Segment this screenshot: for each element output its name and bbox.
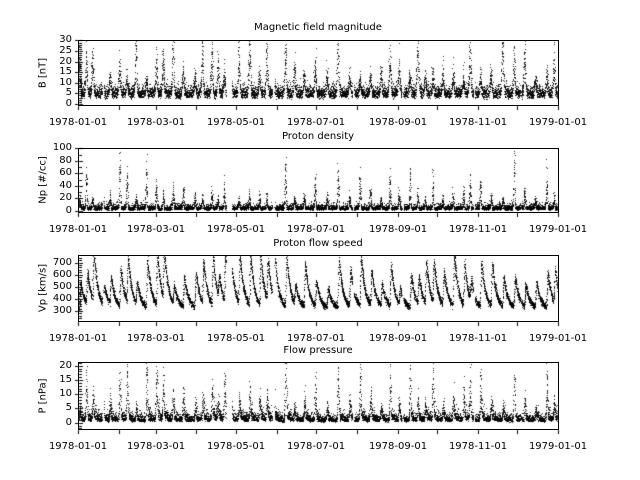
y-tick-label: 60 xyxy=(59,167,72,178)
x-tick-label: 1978-05-01 xyxy=(206,441,266,452)
x-tick-label: 1978-07-01 xyxy=(286,224,346,235)
panel-title-proton-flow-speed: Proton flow speed xyxy=(273,238,363,249)
x-tick-label: 1978-01-01 xyxy=(48,441,108,452)
y-axis-label-p: P [nPa] xyxy=(37,378,49,414)
panel-box-proton-density xyxy=(78,148,559,213)
y-tick-label: 10 xyxy=(59,388,72,399)
x-tick-label: 1978-11-01 xyxy=(448,224,508,235)
panel-title-flow-pressure: Flow pressure xyxy=(283,345,353,356)
panel-title-proton-density: Proton density xyxy=(281,131,355,142)
x-tick-label: 1978-05-01 xyxy=(206,333,266,344)
y-axis-label-np: Np [#/cc] xyxy=(37,156,49,204)
x-tick-label: 1978-11-01 xyxy=(448,441,508,452)
y-axis-label-b: B [nT] xyxy=(37,57,49,89)
x-tick-label: 1978-09-01 xyxy=(368,333,428,344)
x-tick-label: 1978-11-01 xyxy=(448,117,508,128)
y-tick-label: 700 xyxy=(52,257,72,268)
panel-box-proton-flow-speed xyxy=(78,255,559,322)
x-tick-label: 1978-11-01 xyxy=(448,333,508,344)
x-tick-label: 1979-01-01 xyxy=(528,333,588,344)
x-tick-label: 1978-03-01 xyxy=(126,117,186,128)
y-tick-label: 0 xyxy=(65,98,72,109)
x-tick-label: 1978-07-01 xyxy=(286,333,346,344)
y-tick-label: 40 xyxy=(59,180,72,191)
x-tick-label: 1978-01-01 xyxy=(48,333,108,344)
x-tick-label: 1978-09-01 xyxy=(368,117,428,128)
x-tick-label: 1979-01-01 xyxy=(528,224,588,235)
y-tick-label: 300 xyxy=(52,305,72,316)
y-tick-label: 15 xyxy=(59,66,72,77)
x-tick-label: 1978-03-01 xyxy=(126,224,186,235)
panel-box-magnetic-field xyxy=(78,40,559,106)
y-tick-label: 500 xyxy=(52,281,72,292)
x-tick-label: 1978-07-01 xyxy=(286,441,346,452)
y-tick-label: 5 xyxy=(65,402,72,413)
y-tick-label: 20 xyxy=(59,360,72,371)
x-tick-label: 1978-07-01 xyxy=(286,117,346,128)
x-tick-label: 1978-05-01 xyxy=(206,224,266,235)
y-tick-label: 10 xyxy=(59,77,72,88)
panel-title-magnetic-field: Magnetic field magnitude xyxy=(254,22,382,33)
x-tick-label: 1978-01-01 xyxy=(48,117,108,128)
panel-box-flow-pressure xyxy=(78,362,559,430)
x-tick-label: 1978-05-01 xyxy=(206,117,266,128)
x-tick-label: 1978-09-01 xyxy=(368,224,428,235)
x-tick-label: 1979-01-01 xyxy=(528,441,588,452)
y-tick-label: 80 xyxy=(59,155,72,166)
y-axis-label-vp: Vp [km/s] xyxy=(37,263,49,313)
y-tick-label: 0 xyxy=(65,205,72,216)
y-tick-label: 400 xyxy=(52,293,72,304)
y-tick-label: 0 xyxy=(65,417,72,428)
x-tick-label: 1978-03-01 xyxy=(126,441,186,452)
y-tick-label: 5 xyxy=(65,87,72,98)
y-tick-label: 600 xyxy=(52,269,72,280)
x-tick-label: 1979-01-01 xyxy=(528,117,588,128)
x-tick-label: 1978-03-01 xyxy=(126,333,186,344)
y-tick-label: 15 xyxy=(59,374,72,385)
x-tick-label: 1978-01-01 xyxy=(48,224,108,235)
y-tick-label: 30 xyxy=(59,34,72,45)
y-tick-label: 25 xyxy=(59,45,72,56)
y-tick-label: 20 xyxy=(59,192,72,203)
y-tick-label: 20 xyxy=(59,56,72,67)
x-tick-label: 1978-09-01 xyxy=(368,441,428,452)
y-tick-label: 100 xyxy=(52,142,72,153)
